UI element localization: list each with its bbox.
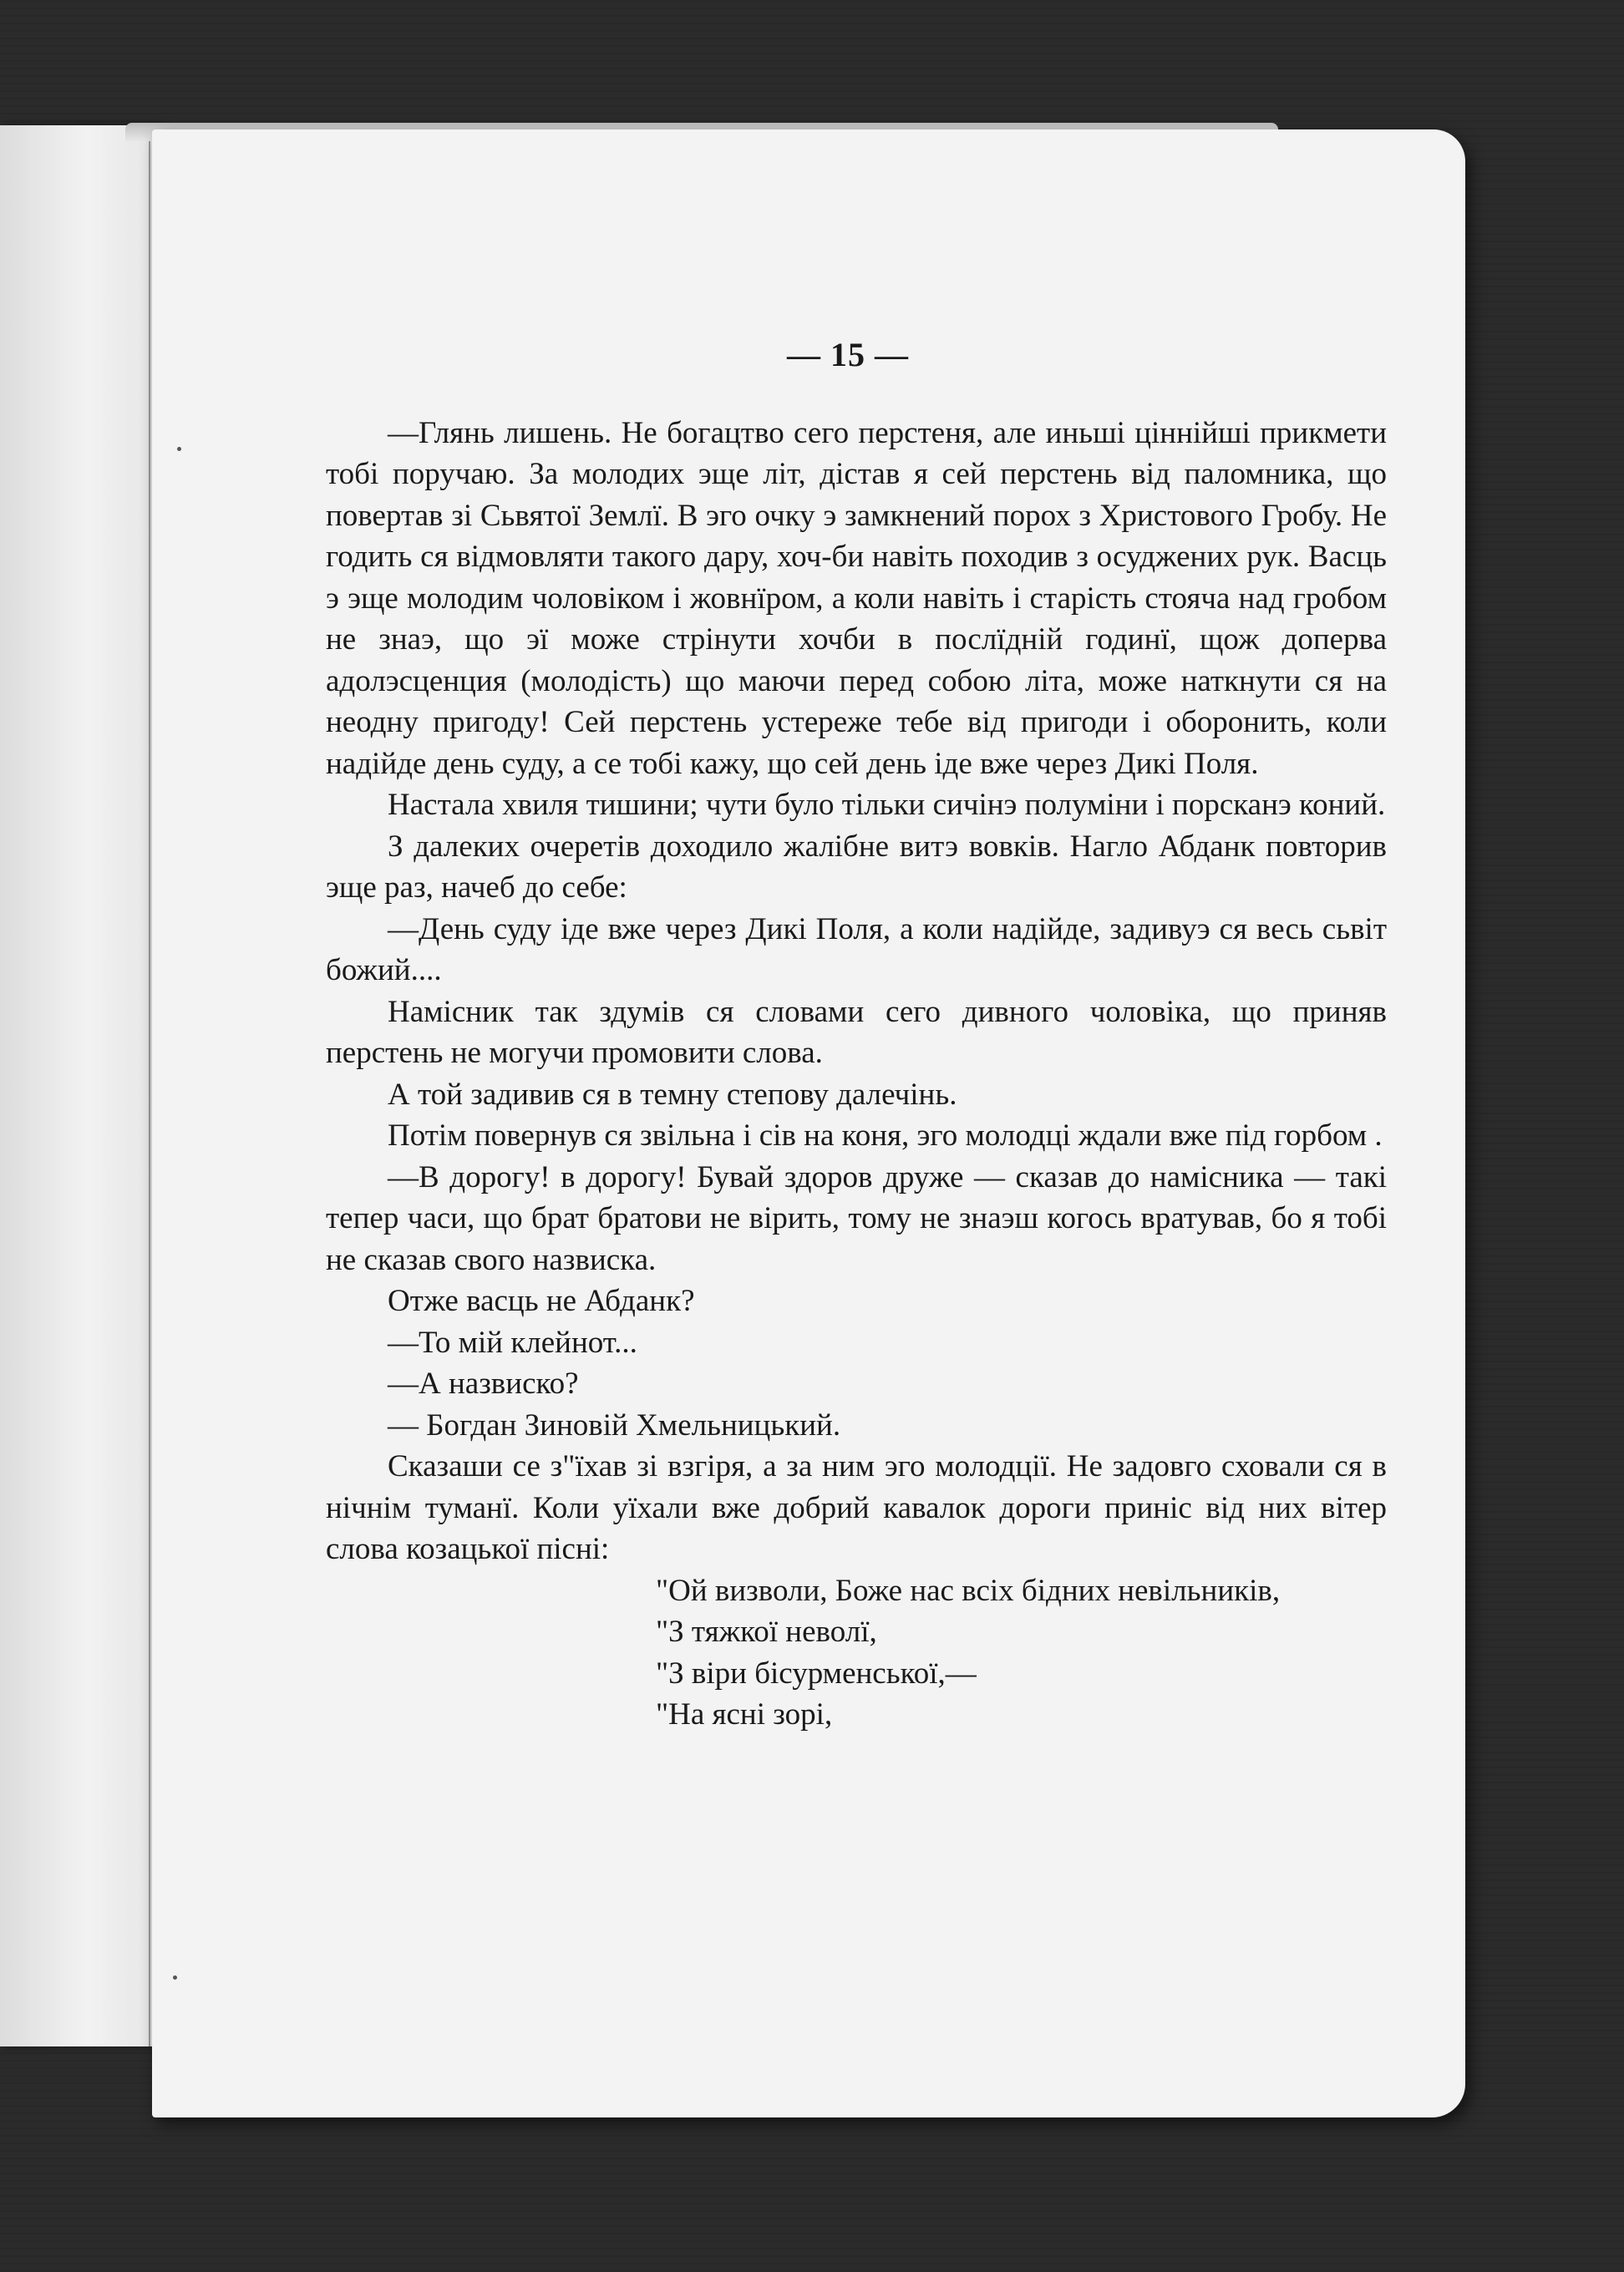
paragraph: Намісник так здумів ся словами сего дивного чоловіка, що приняв перстень не могучи промовити слова. <box>326 994 1387 1070</box>
verse-line: "На ясні зорі, <box>656 1697 833 1732</box>
paragraph: А той задивив ся в темну степову далечінь. <box>388 1077 957 1112</box>
paragraph: —Глянь лишень. Не богацтво сего перстеня, але иньші ціннійші прикмети тобі поручаю. За молодих эще літ, дістав я сей перстень від паломника, що повертав зі Сьвятої Землї. В эго очку э замкнений порох з Христового Гробу. Не годить ся відмовляти такого дару, хоч-би навіть походив з осуджених рук. Васць э эще молодим чоловіком і жовнїром, а коли навіть і старість стояча над гробом не знаэ, що эї може стрінути хочби в послїдній годинї, щож доперва адолэсценция (молодість) що маючи перед собою літа, може наткнути ся на неодну пригоду! Сей перстень устереже тебе від пригоди і оборонить, коли надійде день суду, а се тобі кажу, що сей день іде вже через Дикі Поля. <box>326 415 1387 781</box>
dialogue-line: — Богдан Зиновій Хмельницький. <box>388 1407 841 1443</box>
verse-line: "З віри бісурменської,— <box>656 1656 977 1691</box>
verse-line: "З тяжкої неволї, <box>656 1615 877 1649</box>
dialogue-line: Отже васць не Абданк? <box>388 1284 695 1318</box>
paragraph: Настала хвиля тишини; чути було тільки сичінэ полуміни і порсканэ коний. <box>388 788 1386 822</box>
left-page-gutter <box>149 125 150 2046</box>
song-verse <box>656 1570 1387 1736</box>
paragraph: З далеких очеретів доходило жалібне витэ вовків. Нагло Абданк повторив эще раз, начеб до себе: <box>326 829 1387 905</box>
paragraph: —В дорогу! в дорогу! Бувай здоров друже — сказав до намісника — такі тепер часи, що брат братови не вірить, тому не знаэш когось вратував, бо я тобі не сказав свого назвиска. <box>326 1159 1387 1277</box>
page-number: — 15 — <box>787 336 909 373</box>
dialogue-line: —А назвиско? <box>388 1367 579 1401</box>
dialogue-line: —То мій клейнот... <box>388 1325 637 1360</box>
page-text <box>326 334 1387 1736</box>
paragraph: —День суду іде вже через Дикі Поля, а коли надійде, задивуэ ся весь сьвіт божий.... <box>326 911 1387 987</box>
paragraph: Сказаши се з"їхав зі взгіря, а за ним эго молодції. Не задовго сховали ся в нічнім туманї. Коли уїхали вже добрий кавалок дороги приніс від них вітер слова козацької пісні: <box>326 1449 1387 1566</box>
verse-line: "Ой визволи, Боже нас всіх бідних невільників, <box>656 1573 1281 1608</box>
paper-speck <box>177 447 181 451</box>
paragraph: Потім повернув ся звільна і сів на коня, эго молодці ждали вже під горбом . <box>388 1118 1383 1153</box>
paper-speck <box>173 1975 177 1980</box>
left-page-edge <box>0 125 160 2046</box>
